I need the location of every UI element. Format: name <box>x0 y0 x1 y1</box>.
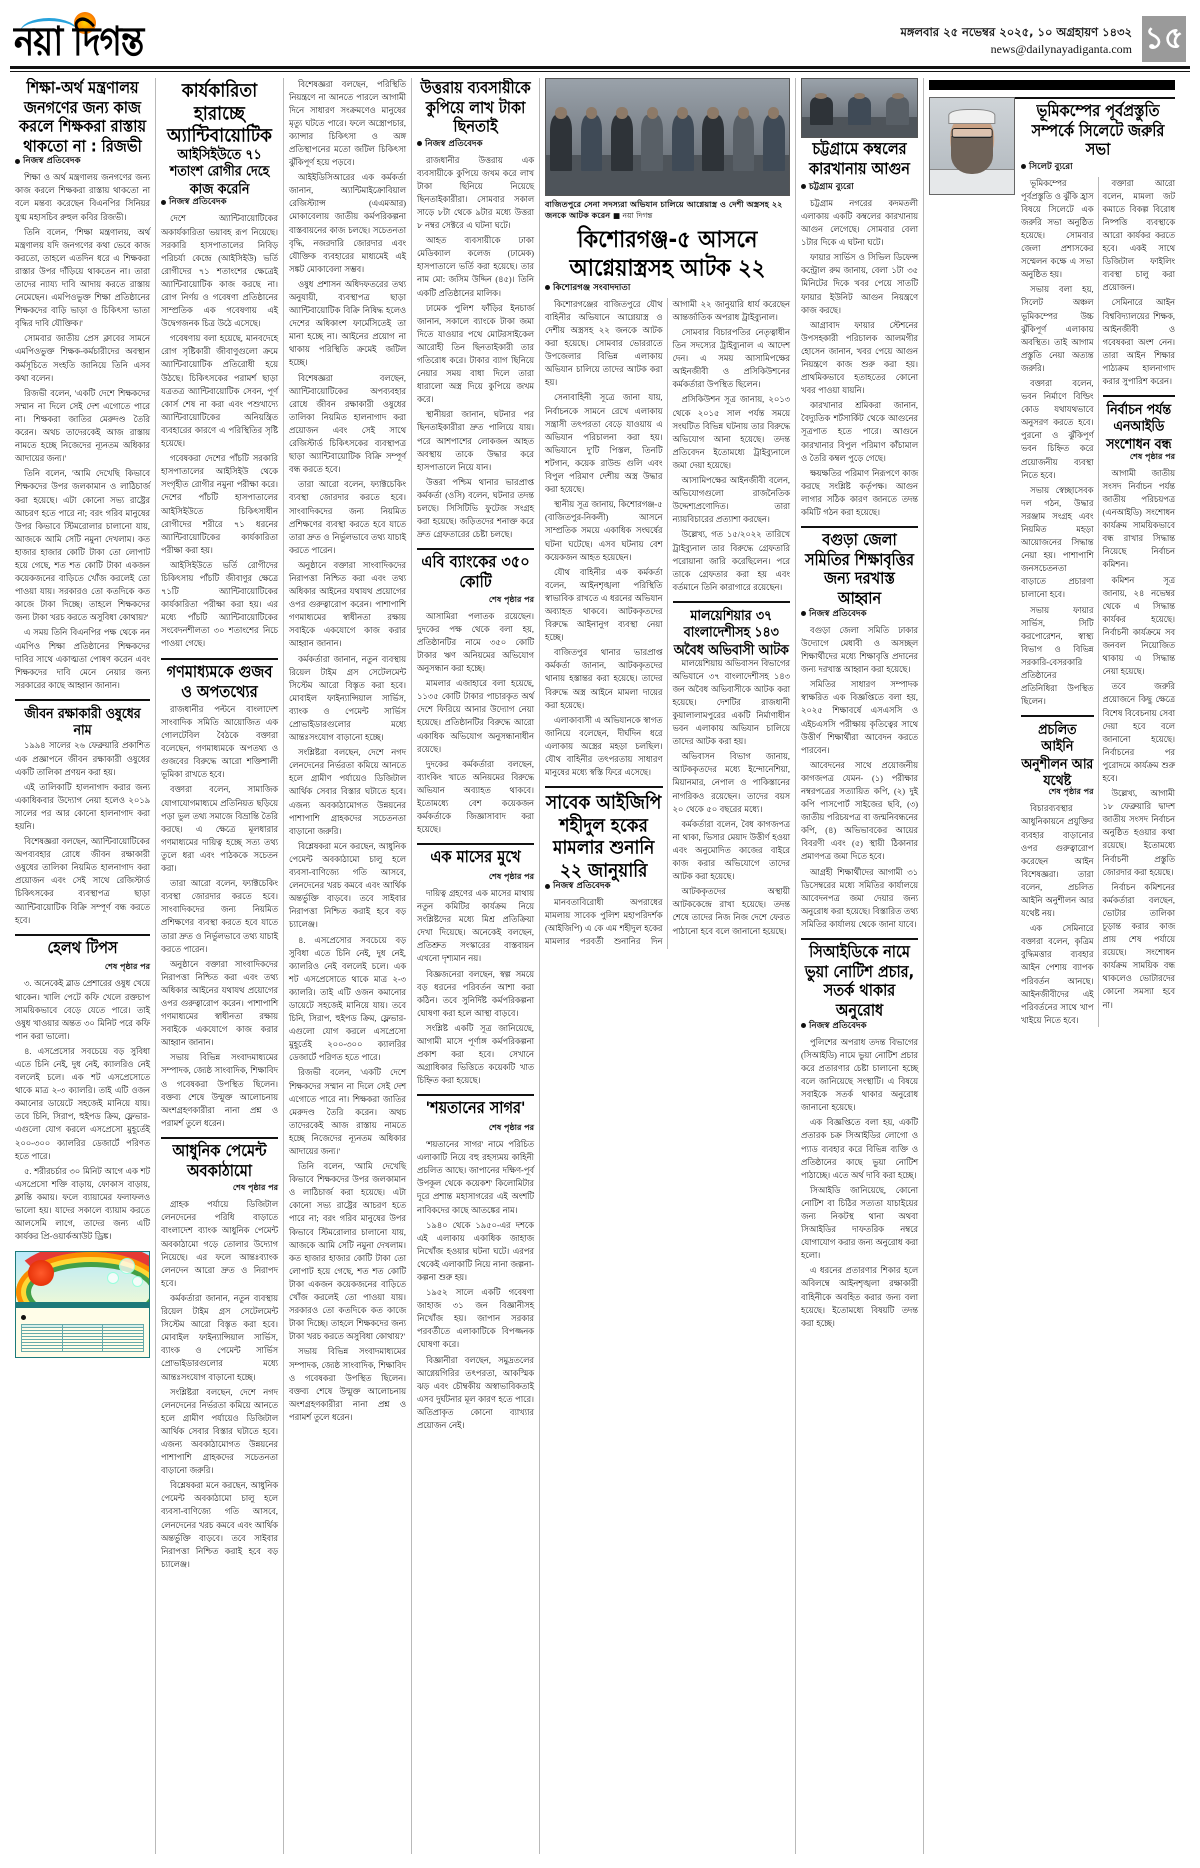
masthead-meta <box>900 24 1132 62</box>
paragraph: কমিশন সূত্র জানায়, ২৪ নভেম্বর থেকে এ সিদ্ধান্ত কার্যকর হয়েছে। নির্বাচনী কার্যক্রমে সব জনবল নিয়োজিত থাকায় এ সিদ্ধান্ত নেয়া হয়েছে। <box>1102 575 1175 677</box>
paragraph: আইসিইউতে ভর্তি রোগীদের চিকিৎসায় পাঁচটি জীবাণুর ক্ষেত্রে ৭১টি অ্যান্টিবায়োটিকের কার্যকারিতা পরীক্ষা করা হয়। এর মধ্যে পাঁচটি অ্যান্টিবায়োটিকের সংবেদনশীলতা ৩০ শতাংশের নিচে পাওয়া গেছে। <box>161 560 278 649</box>
news-photo-secondary <box>801 78 918 138</box>
paragraph: বিজ্ঞজনেরা বলছেন, স্বল্প সময়ে বড় ধরনের পরিবর্তন আশা করা কঠিন। তবে সুনির্দিষ্ট কর্মপরিকল্পনা ঘোষণা করা হলে আস্থা বাড়বে। <box>417 969 534 1018</box>
photo-person <box>702 115 724 171</box>
paragraph: সমিতির সাধারণ সম্পাদক স্বাক্ষরিত এক বিজ্ঞপ্তিতে বলা হয়, ২০২৫ শিক্ষাবর্ষে এসএসসি ও এইচএসসি পরীক্ষায় কৃতিত্বের সাথে উত্তীর্ণ শিক্ষার্থীরা আবেদন করতে পারবেন। <box>801 680 918 755</box>
paragraph: আসামিরা পলাতক রয়েছেন। দুদকের পক্ষ থেকে বলা হয়, প্রতিষ্ঠানটির নামে ৩৫০ কোটি টাকার ঋণ অনিয়মের অভিযোগ অনুসন্ধান করা হচ্ছে। <box>417 611 534 674</box>
paragraph: ১৯৯৪ সালের ২৬ ফেব্রুয়ারি প্রকাশিত এক প্রজ্ঞাপনে জীবন রক্ষাকারী ওষুধের একটি তালিকা প্রণয়ন করা হয়। <box>15 741 150 777</box>
paragraph: উল্লেখ্য, আগামী ১৮ ফেব্রুয়ারি দ্বাদশ জাতীয় সংসদ নির্বাচন অনুষ্ঠিত হওয়ার কথা রয়েছে। ইতোমধ্যে নির্বাচনী প্রস্তুতি জোরদার করা হয়েছে। <box>1102 789 1175 877</box>
paragraph: অনুষ্ঠানে বক্তারা সাংবাদিকদের নিরাপত্তা নিশ্চিত করা এবং তথ্য অধিকার আইনের যথাযথ প্রয়োগের ওপর গুরুত্বারোপ করেন। পাশাপাশি গণমাধ্যমের স্বাধীনতা রক্ষায় সবাইকে একযোগে কাজ করার আহ্বান জানান। <box>289 560 406 649</box>
table-row <box>22 1349 144 1352</box>
paragraph: তারা আরো বলেন, ফ্যাক্টচেকিং ব্যবস্থা জোরদার করতে হবে। সাংবাদিকদের জন্য নিয়মিত প্রশিক্ষণের ব্যবস্থা করতে হবে যাতে তারা দ্রুত ও নির্ভুলভাবে তথ্য যাচাই করতে পারেন। <box>289 480 406 555</box>
paragraph: বিচারব্যবস্থার আধুনিকায়নে প্রযুক্তির ব্যবহার বাড়ানোর ওপর গুরুত্বারোপ করেছেন আইন বিশেষজ্ঞরা। তারা বলেন, প্রচলিত আইনি অনুশীলন আর যথেষ্ট নয়। <box>1021 804 1094 919</box>
paragraph: কারখানার শ্রমিকরা জানান, বৈদ্যুতিক শর্টসার্কিট থেকে আগুনের সূত্রপাত হতে পারে। আগুনে কারখানার বিপুল পরিমাণ কাঁচামাল ও তৈরি কম্বল পুড়ে গেছে। <box>801 401 918 463</box>
article-headline-ab-bank[interactable]: এবি ব্যাংকের ৩৫০ কোটি <box>421 554 530 592</box>
paragraph: ৩. অনেকেই ব্লাড প্রেশারের ওষুধ খেয়ে থাকেন। খালি পেটে কফি খেলে রক্তচাপ সাময়িকভাবে বেড়ে যেতে পারে। তাই ওষুধ খাওয়ার অন্তত ৩০ মিনিট পরে কফি পান করা ভালো। <box>15 979 150 1041</box>
byline-a14 <box>801 180 918 194</box>
column-5 <box>540 78 796 1854</box>
byline-a11 <box>545 281 790 295</box>
weather-body <box>16 1308 149 1357</box>
paragraph: বাজিতপুর থানার ভারপ্রাপ্ত কর্মকর্তা জানান, আটককৃতদের থানায় হস্তান্তর করা হয়েছে। তাদের বিরুদ্ধে অস্ত্র আইনে মামলা দায়ের করা হয়েছে। <box>545 648 663 710</box>
paragraph: দুদকের কর্মকর্তারা বলছেন, ব্যাংকিং খাতে অনিয়মের বিরুদ্ধে অভিযান অব্যাহত থাকবে। ইতোমধ্যে বেশ কয়েকজন কর্মকর্তাকে জিজ্ঞাসাবাদ করা হয়েছে। <box>417 759 534 835</box>
paragraph: ১৯৫২ সালে একটি গবেষণা জাহাজ ৩১ জন বিজ্ঞানীসহ নিখোঁজ হয়। জাপান সরকার পরবর্তীতে এলাকাটিকে বিপজ্জনক ঘোষণা করে। <box>417 1288 534 1350</box>
paragraph: সংশ্লিষ্টরা বলছেন, দেশে নগদ লেনদেনের নির্ভরতা কমিয়ে আনতে হলে গ্রামীণ পর্যায়েও ডিজিটাল আর্থিক সেবার বিস্তার ঘটাতে হবে। এজন্য অবকাঠামোগত উন্নয়নের পাশাপাশি গ্রাহকদের সচেতনতা বাড়ানো জরুরি। <box>161 1387 278 1476</box>
photo-person <box>611 115 633 171</box>
paragraph: গবেষকরা দেশের পাঁচটি সরকারি হাসপাতালের আইসিইউ থেকে সংগৃহীত রোগীর নমুনা পরীক্ষা করে। দেশের পাঁচটি হাসপাতালের আইসিইউতে চিকিৎসাধীন রোগীদের শরীরে ৭১ ধরনের অ্যান্টিবায়োটিকের কার্যকারিতা পরীক্ষা করা হয়। <box>161 454 278 555</box>
byline-label: নিজস্ব প্রতিবেদক <box>169 197 227 208</box>
article-headline-legal-practice[interactable]: প্রচলিত আইনি অনুশীলন আর যথেষ্ট <box>1021 721 1094 789</box>
paragraph: স্থানীয়রা জানান, ঘটনার পর ছিনতাইকারীরা দ্রুত পালিয়ে যায়। পরে আশপাশের লোকজন আহত অবস্থায় তাকে উদ্ধার করে হাসপাতালে নিয়ে যান। <box>417 410 534 472</box>
article-headline-health-tips[interactable]: হেলথ টিপস <box>47 939 118 958</box>
byline-weather <box>21 1315 144 1320</box>
paragraph: ৪. এসপ্রেসোর সবচেয়ে বড় সুবিধা এতে চিনি নেই, দুধ নেই, ক্যালরিও নেই বললেই চলে। এক শট এসপ্রেসোতে থাকে মাত্র ২-৩ ক্যালরি। তাই এটি ওজন কমানোর ডায়েটে সহজেই মানিয়ে যায়। তবে চিনি, সিরাপ, হুইপড ক্রিম, ফ্লেভার- এগুলো যোগ করলে এসপ্রেসো মুহূর্তেই ২০০-৩০০ ক্যালরির ডেজার্টে পরিণত হতে পারে। <box>15 1046 150 1161</box>
paragraph: গবেষণায় বলা হয়েছে, মানবদেহে রোগ সৃষ্টিকারী জীবাণুগুলো ক্রমে অ্যান্টিবায়োটিক প্রতিরোধী হয়ে উঠছে। চিকিৎসকের পরামর্শ ছাড়া যত্রতত্র অ্যান্টিবায়োটিক সেবন, পূর্ণ কোর্স শেষ না করা এবং পশুখাদ্যে অ্যান্টিবায়োটিকের অনিয়ন্ত্রিত ব্যবহারের কারণে এ পরিস্থিতির সৃষ্টি হয়েছে। <box>161 334 278 449</box>
article-headline-cid-fake-notice[interactable]: সিআইডিকে নামে ভুয়া নোটিশ প্রচার, সতর্ক থাকার অনুরোধ <box>804 944 915 1020</box>
bullet-icon <box>161 200 166 205</box>
paragraph: সভায় বিভিন্ন সংবাদমাধ্যমের সম্পাদক, জ্যেষ্ঠ সাংবাদিক, শিক্ষাবিদ ও গবেষকরা উপস্থিত ছিলেন। বক্তব্য শেষে উন্মুক্ত আলোচনায় অংশগ্রহণকারীরা নানা প্রশ্ন ও পরামর্শ তুলে ধরেন। <box>161 1053 278 1128</box>
paragraph: সোমবার জাতীয় প্রেস ক্লাবের সামনে এমপিওভুক্ত শিক্ষক-কর্মচারীদের অবস্থান কর্মসূচিতে সংহতি জানিয়ে তিনি এসব কথা বলেন। <box>15 334 150 383</box>
paragraph: ফায়ার সার্ভিস ও সিভিল ডিফেন্স কন্ট্রোল রুম জানায়, বেলা ১টা ৩৫ মিনিটের দিকে খবর পেয়ে সাতটি ফায়ার ইউনিট আগুন নিয়ন্ত্রণে কাজ করছে। <box>801 253 918 315</box>
bullet-icon <box>545 285 550 290</box>
paragraph: সংশ্লিষ্টরা বলছেন, দেশে নগদ লেনদেনের নির্ভরতা কমিয়ে আনতে হলে গ্রামীণ পর্যায়েও ডিজিটাল আর্থিক সেবার বিস্তার ঘটাতে হবে। এজন্য অবকাঠামোগত উন্নয়নের পাশাপাশি গ্রাহকদের সচেতনতা বাড়ানো জরুরি। <box>289 748 406 836</box>
paragraph: উত্তরা পশ্চিম থানার ভারপ্রাপ্ত কর্মকর্তা (ওসি) বলেন, ঘটনার তদন্ত চলছে। সিসিটিভি ফুটেজ সংগ্রহ করা হয়েছে। জড়িতদের শনাক্ত করে দ্রুত গ্রেফতারের চেষ্টা চলছে। <box>417 477 534 540</box>
paragraph: ৫. শরীরচর্চার ৩০ মিনিট আগে এক শট এসপ্রেসো শক্তি বাড়ায়, ফোকাস বাড়ায়, ক্লান্তি কমায়। ফলে ব্যায়ামের ফলাফলও ভালো হয়। যাদের সকালে ব্যায়াম করতে আলসেমি লাগে, তাদের জন্য এটি কার্যকর প্রি-ওয়ার্কআউট ড্রিঙ্ক। <box>15 1166 150 1242</box>
photo-person <box>733 115 755 171</box>
article-body-a10 <box>417 1138 534 1432</box>
byline-label: সিলেট ব্যুরো <box>1029 161 1073 172</box>
paragraph: ৪. এসপ্রেসোর সবচেয়ে বড় সুবিধা এতে চিনি নেই, দুধ নেই, ক্যালরিও নেই বললেই চলে। এক শট এসপ্রেসোতে থাকে মাত্র ২-৩ ক্যালরি। তাই এটি ওজন কমানোর ডায়েটে সহজেই মানিয়ে যায়। তবে চিনি, সিরাপ, হুইপড ক্রিম, ফ্লেভার- এগুলো যোগ করলে এসপ্রেসো মুহূর্তেই ২০০-৩০০ ক্যালরির ডেজার্টে পরিণত হতে পারে। <box>289 935 406 1063</box>
byline-a7 <box>417 137 534 151</box>
paragraph: মানবতাবিরোধী অপরাধের মামলায় সাবেক পুলিশ মহাপরিদর্শক (আইজিপি) এ কে এম শহীদুল হকের মামলার পরবর্তী শুনানির দিন আগামী ২২ জানুয়ারি ধার্য করেছেন আন্তর্জাতিক অপরাধ ট্রাইব্যুনাল। <box>545 299 790 947</box>
continued-note: শেষ পৃষ্ঠার পর <box>488 1123 534 1133</box>
paragraph: উল্লেখ্য, গত ১৫/২০২২ তারিখে ট্রাইব্যুনাল তার বিরুদ্ধে গ্রেফতারি পরোয়ানা জারি করেছিলেন। পরে তাকে গ্রেফতার করা হয় এবং বর্তমানে তিনি কারাগারে রয়েছেন। <box>672 530 790 592</box>
divider <box>417 843 534 845</box>
article-body-a11 <box>545 298 663 779</box>
paragraph: ওষুধ প্রশাসন অধিদফতরের তথ্য অনুযায়ী, ব্যবস্থাপত্র ছাড়া অ্যান্টিবায়োটিক বিক্রি নিষিদ্ধ হলেও দেশের অধিকাংশ ফার্মেসিতেই তা মানা হচ্ছে না। আইনের প্রয়োগ না থাকায় পরিস্থিতি ক্রমেই জটিল হচ্ছে। <box>289 279 406 368</box>
paragraph: এলাকাবাসী এ অভিযানকে স্বাগত জানিয়ে বলেছেন, দীর্ঘদিন ধরে এলাকায় অস্ত্রের মহড়া চলছিল। যৌথ বাহিনীর তৎপরতায় সাধারণ মানুষের মধ্যে স্বস্তি ফিরে এসেছে। <box>545 715 663 778</box>
paragraph: ক্ষয়ক্ষতির পরিমাণ নিরূপণে কাজ করছে সংশ্লিষ্ট কর্তৃপক্ষ। আগুন লাগার সঠিক কারণ জানতে তদন্ত কমিটি গঠন করা হয়েছে। <box>801 468 918 518</box>
caption-source: ■ নয়া দিগন্ত <box>612 210 653 220</box>
byline-label: নিজস্ব প্রতিবেদক <box>809 1020 867 1031</box>
paragraph: কর্মকর্তারা জানান, নতুন ব্যবস্থায় রিয়েল টাইম গ্রস সেটেলমেন্ট সিস্টেম আরো বিস্তৃত করা হবে। মোবাইল ফাইন্যান্সিয়াল সার্ভিস, ব্যাংক ও পেমেন্ট সার্ভিস প্রোভাইডারগুলোর মধ্যে আন্তঃসংযোগ বাড়ানো হচ্ছে। <box>161 1293 278 1382</box>
paragraph: বিশ্লেষকরা মনে করছেন, আধুনিক পেমেন্ট অবকাঠামো চালু হলে ব্যবসা-বাণিজ্যে গতি আসবে, লেনদেনের খরচ কমবে এবং আর্থিক অন্তর্ভুক্তি বাড়বে। তবে সাইবার নিরাপত্তা নিশ্চিত করাই হবে বড় চ্যালেঞ্জ। <box>161 1481 278 1569</box>
content-grid <box>0 72 1200 1862</box>
divider <box>161 1137 278 1139</box>
article-headline-media-rumour[interactable]: গণমাধ্যমকে গুজব ও অপতথ্যের <box>166 663 273 701</box>
article-body-a19 <box>1103 467 1176 1012</box>
paragraph: ঢামেক পুলিশ ফাঁড়ির ইনচার্জ জানান, সকালে ব্যাংকে টাকা জমা দিতে যাওয়ার পথে মোটরসাইকেল আরোহী তিন ছিনতাইকারী তার গতিরোধ করে। টাকার ব্যাগ ছিনিয়ে নেয়ার সময় বাধা দিলে তারা ধারালো অস্ত্র দিয়ে কুপিয়ে জখম করে। <box>417 303 534 405</box>
paragraph: সোমবার বিচারপতির নেতৃত্বাধীন তিন সদস্যের ট্রাইব্যুনাল এ আদেশ দেন। এ সময় আসামিপক্ষের আইনজীবী ও প্রসিকিউশনের কর্মকর্তারা উপস্থিত ছিলেন। <box>672 328 790 390</box>
byline-a18 <box>1021 160 1175 174</box>
contact-email[interactable]: news@dailynayadiganta.com <box>990 41 1132 56</box>
article-body-a16 <box>801 1036 918 1330</box>
paragraph: আবেদনের সাথে প্রয়োজনীয় কাগজপত্র যেমন- (১) পরীক্ষার নম্বরপত্রের সত্যায়িত কপি, (২) দুই কপি পাসপোর্ট সাইজের ছবি, (৩) জাতীয় পরিচয়পত্র বা জন্মনিবন্ধনের কপি, (৪) অভিভাবকের আয়ের বিবরণী এবং (৫) স্থায়ী ঠিকানার প্রমাণপত্র জমা দিতে হবে। <box>801 760 918 862</box>
paragraph: এ ধরনের প্রতারণার শিকার হলে অবিলম্বে আইনশৃঙ্খলা রক্ষাকারী বাহিনীকে অবহিত করার জন্য বলা হয়েছে। ইতোমধ্যে বিষয়টি তদন্ত করা হচ্ছে। <box>801 1266 918 1328</box>
cell-max <box>62 1349 103 1352</box>
paragraph: সিআইডি জানিয়েছে, কোনো নোটিশ বা চিঠির সত্যতা যাচাইয়ের জন্য নিকটস্থ থানা অথবা সিআইডির দাফতরিক নম্বরে যোগাযোগ করার জন্য অনুরোধ করা হলো। <box>801 1185 918 1261</box>
photo-person <box>581 115 603 171</box>
byline-label: নিজস্ব প্রতিবেদক <box>809 608 867 619</box>
paragraph: পুলিশের অপরাধ তদন্ত বিভাগের (সিআইডি) নামে ভুয়া নোটিশ প্রচার করে প্রতারণার চেষ্টা চালানো হচ্ছে বলে জানিয়েছে সংস্থাটি। এ বিষয়ে সবাইকে সতর্ক থাকার অনুরোধ জানানো হয়েছে। <box>801 1037 918 1113</box>
newspaper-logo[interactable] <box>14 18 144 66</box>
byline-label: কিশোরগঞ্জ সংবাদদাতা <box>553 282 631 293</box>
paragraph: বক্তারা বলেন, সামাজিক যোগাযোগমাধ্যমে প্রতিনিয়ত ছড়িয়ে পড়া ভুল তথ্য সমাজে বিভ্রান্তি তৈরি করছে। এ ক্ষেত্রে মূলধারার গণমাধ্যমের দায়িত্ব হচ্ছে সত্য তথ্য তুলে ধরা এবং পাঠককে সচেতন করা। <box>161 785 278 874</box>
divider <box>161 658 278 660</box>
paragraph: বক্তারা বলেন, ভবন নির্মাণে বিল্ডিং কোড যথাযথভাবে অনুসরণ করতে হবে। পুরনো ও ঝুঁকিপূর্ণ ভবন চিহ্নিত করে প্রয়োজনীয় ব্যবস্থা নিতে হবে। <box>1021 378 1094 480</box>
column-3 <box>284 78 412 1854</box>
bullet-icon <box>801 184 806 189</box>
paragraph: আগামী জাতীয় সংসদ নির্বাচন পর্যন্ত জাতীয় পরিচয়পত্র (এনআইডি) সংশোধন কার্যক্রম সাময়িকভাবে বন্ধ রাখার সিদ্ধান্ত নিয়েছে নির্বাচন কমিশন। <box>1102 468 1175 570</box>
bullet-icon <box>15 159 20 164</box>
article-subheadline-antibiotic: আইসিইউতে ৭১ শতাংশ রোগীর দেহে কাজ করেনি <box>169 145 270 196</box>
paragraph: রিজভী বলেন, 'একটি দেশে শিক্ষকদের সম্মান না দিলে সেই দেশ এগোতে পারে না। শিক্ষকরা জাতির মেরুদণ্ড তৈরি করেন। অথচ তাদেরকেই আজ রাস্তায় নামতে হচ্ছে নিজেদের ন্যূনতম অধিকার আদায়ের জন্য।' <box>289 1068 406 1156</box>
article-body-a2 <box>15 739 150 926</box>
photo-figures <box>802 89 917 125</box>
paragraph: প্রসিকিউশন সূত্র জানায়, ২০১৩ থেকে ২০১৫ সাল পর্যন্ত সময়ে সংঘটিত বিভিন্ন ঘটনায় তার বিরুদ্ধে অভিযোগ আনা হয়েছে। তদন্ত প্রতিবেদন ইতোমধ্যে ট্রাইব্যুনালে জমা দেয়া হয়েছে। <box>672 395 790 470</box>
article-headline-uttara-robbery[interactable]: উত্তরায় ব্যবসায়ীকে কুপিয়ে লাখ টাকা ছিনতাই <box>420 79 531 137</box>
continued-note: শেষ পৃষ্ঠার পর <box>104 962 150 972</box>
divider <box>801 526 918 528</box>
continued-note: শেষ পৃষ্ঠার পর <box>488 871 534 881</box>
paragraph: 'শয়তানের সাগর' নামে পরিচিত এলাকাটি নিয়ে বহু রহস্যময় কাহিনী প্রচলিত আছে। জাপানের দক্ষিণ-পূর্ব উপকূল থেকে কয়েকশ' কিলোমিটার দূরে প্রশান্ত মহাসাগরের এই অংশটি নাবিকদের কাছে আতঙ্কের নাম। <box>417 1140 534 1215</box>
article-headline-malaysia[interactable]: মালয়েশিয়ার ৩৭ বাংলাদেশীসহ ১৪৩ অবৈধ অভিবাসী আটক <box>673 606 789 657</box>
article-headline-rizvi[interactable]: শিক্ষা-অর্থ মন্ত্রণালয় জনগণের জন্য কাজ করলে শিক্ষকরা রাস্তায় থাকতো না : রিজভী <box>18 79 146 156</box>
article-headline-payment-infra[interactable]: আধুনিক পেমেন্ট অবকাঠামো <box>172 1142 267 1180</box>
paragraph: সেনাবাহিনী সূত্রে জানা যায়, নির্বাচনকে সামনে রেখে এলাকায় সন্ত্রাসী তৎপরতা বেড়ে যাওয়ায় এ অভিযান পরিচালনা করা হয়। অভিযানে দু'টি পিস্তল, তিনটি শটগান, কয়েক রাউন্ড গুলি এবং বিপুল পরিমাণ দেশীয় অস্ত্র উদ্ধার করা হয়েছে। <box>545 393 663 495</box>
paragraph: আগ্রাবাদ ফায়ার স্টেশনের উপসহকারী পরিচালক আলমগীর হোসেন জানান, খবর পেয়ে আগুন নিয়ন্ত্রণে কাজ শুরু করা হয়। প্রাথমিকভাবে হতাহতের কোনো খবর পাওয়া যায়নি। <box>801 320 918 396</box>
article-headline-igp-case[interactable]: সাবেক আইজিপি শহীদুল হকের মামলার শুনানি ২২ জানুয়ারি <box>546 792 662 883</box>
paragraph: বিজ্ঞানীরা বলছেন, সমুদ্রতলের আগ্নেয়গিরির তৎপরতা, আকস্মিক ঝড় এবং চৌম্বকীয় অস্বাভাবিকতাই এসব দুর্ঘটনার মূল কারণ হতে পারে। অতিপ্রাকৃত কোনো ব্যাখ্যার প্রয়োজন নেই। <box>417 1355 534 1430</box>
bullet-icon <box>1021 164 1026 169</box>
paragraph: আসামিপক্ষের আইনজীবী বলেন, অভিযোগগুলো রাজনৈতিক উদ্দেশ্যপ্রণোদিত। তারা ন্যায়বিচারের প্রত্যাশা করছেন। <box>672 476 790 525</box>
two-column-flow <box>545 298 790 949</box>
paragraph: তিনি বলেন, 'আমি দেখেছি কিভাবে শিক্ষকদের উপর জলকামান ও লাঠিচার্জ করা হয়েছে। এটা কোনো সভ্য রাষ্ট্রের আচরণ হতে পারে না; বরং গরিব মানুষের উপর কিভাবে স্টিমরোলার চালানো যায়, আজকে আমি সেটি নমুনা দেখলাম। কত হাজার হাজার কোটি টাকা তো লোপাট হয়ে গেছে, শত শত কোটি টাকা একজন কয়েকজনের বাড়িতে খোঁজ করলেই তো পাওয়া যায়। সরকারও তো কতদিকে কত কাজে টাকা দিচ্ছে। তাহলে শিক্ষকদের জন্য টাকা খরচ করতে অসুবিধা কোথায়?' <box>15 469 150 623</box>
divider <box>673 601 791 603</box>
column-2 <box>156 78 284 1854</box>
divider <box>1021 715 1094 717</box>
continued-note: শেষ পৃষ্ঠার পর <box>1048 787 1094 797</box>
article-body-a13 <box>673 657 791 938</box>
paragraph: শিক্ষা ও অর্থ মন্ত্রণালয় জনগণের জন্য কাজ করলে শিক্ষকরা রাস্তায় থাকতো না বলে মন্তব্য করেছেন বিএনপির সিনিয়র যুগ্ম মহাসচিব রুহুল কবির রিজভী। <box>15 173 150 222</box>
byline-label: নিজস্ব প্রতিবেদক <box>425 138 483 149</box>
paragraph: রাজধানীর উত্তরায় এক ব্যবসায়ীকে কুপিয়ে জখম করে লাখ টাকা ছিনিয়ে নিয়েছে ছিনতাইকারীরা। সোমবার সকাল সাড়ে ৮টা থেকে ৯টার মধ্যে উত্তরা ৮ নম্বর সেক্টরে এ ঘটনা ঘটে। <box>417 155 534 231</box>
paragraph: বিশ্লেষকরা মনে করছেন, আধুনিক পেমেন্ট অবকাঠামো চালু হলে ব্যবসা-বাণিজ্যে গতি আসবে, লেনদেনের খরচ কমবে এবং আর্থিক অন্তর্ভুক্তি বাড়বে। তবে সাইবার নিরাপত্তা নিশ্চিত করাই হবে বড় চ্যালেঞ্জ। <box>289 841 406 930</box>
paragraph: সভায় ফায়ার সার্ভিস, সিটি করপোরেশন, স্বাস্থ্য বিভাগ ও বিভিন্ন সরকারি-বেসরকারি প্রতিষ্ঠানের প্রতিনিধিরা উপস্থিত ছিলেন। <box>1021 605 1094 707</box>
paragraph: তারা আরো বলেন, ফ্যাক্টচেকিং ব্যবস্থা জোরদার করতে হবে। সাংবাদিকদের জন্য নিয়মিত প্রশিক্ষণের ব্যবস্থা করতে হবে যাতে তারা দ্রুত ও নির্ভুলভাবে তথ্য যাচাই করতে পারেন। <box>161 879 278 954</box>
continued-note: শেষ পৃষ্ঠার পর <box>1129 451 1175 461</box>
paragraph: ১৯৪০ থেকে ১৯৫০-এর দশকে এই এলাকায় একাধিক জাহাজ নিখোঁজ হওয়ার ঘটনা ঘটে। এরপর থেকেই এলাকাটি নিয়ে নানা জল্পনা-কল্পনা শুরু হয়। <box>417 1220 534 1282</box>
paragraph: গ্রাহক পর্যায়ে ডিজিটাল লেনদেনের পরিধি বাড়াতে বাংলাদেশ ব্যাংক আধুনিক পেমেন্ট অবকাঠামো গড়ে তোলার উদ্যোগ নিয়েছে। এর ফলে আন্তঃব্যাংক লেনদেন আরো দ্রুত ও নিরাপদ হবে। <box>161 1200 278 1288</box>
article-body-a9 <box>417 887 534 1087</box>
weather-table <box>21 1324 144 1352</box>
paragraph: বক্তারা আরো বলেন, মামলা জট কমাতে বিকল্প বিরোধ নিষ্পত্তি ব্যবস্থাকে আরো কার্যকর করতে হবে। একই সাথে ডিজিটাল ফাইলিং ব্যবস্থা চালু করা প্রয়োজন। <box>1102 178 1175 293</box>
paragraph: সভায় বিভিন্ন সংবাদমাধ্যমের সম্পাদক, জ্যেষ্ঠ সাংবাদিক, শিক্ষাবিদ ও গবেষকরা উপস্থিত ছিলেন। বক্তব্য শেষে উন্মুক্ত আলোচনায় অংশগ্রহণকারীরা নানা প্রশ্ন ও পরামর্শ তুলে ধরেন। <box>289 1347 406 1422</box>
column-7 <box>796 78 924 1854</box>
article-body-a15 <box>801 624 918 931</box>
two-column-flow-right <box>1021 177 1175 1027</box>
paragraph: বিশেষজ্ঞরা বলছেন, পরিস্থিতি নিয়ন্ত্রণে না আনতে পারলে আগামী দিনে সাধারণ সংক্রমণেও মানুষের মৃত্যু ঘটতে পারে। ফলে অস্ত্রোপচার, ক্যান্সার চিকিৎসা ও অঙ্গ প্রতিস্থাপনের মতো জটিল চিকিৎসা ঝুঁকিপূর্ণ হয়ে পড়বে। <box>289 79 406 168</box>
paragraph: অনুষ্ঠানে বক্তারা সাংবাদিকদের নিরাপত্তা নিশ্চিত করা এবং তথ্য অধিকার আইনের যথাযথ প্রয়োগের ওপর গুরুত্বারোপ করেন। পাশাপাশি গণমাধ্যমের স্বাধীনতা রক্ষায় সবাইকে একযোগে কাজ করার আহ্বান জানান। <box>161 959 278 1048</box>
column-8 <box>924 78 1180 1854</box>
masthead-rule-thick <box>10 66 1190 69</box>
photo-person <box>672 115 694 171</box>
paragraph: সভায় বলা হয়, সিলেট অঞ্চল ভূমিকম্পের উচ্চ ঝুঁকিপূর্ণ এলাকায় অবস্থিত। তাই আগাম প্রস্তুতি নেয়া অত্যন্ত জরুরি। <box>1021 285 1094 373</box>
cell-min <box>103 1349 144 1352</box>
byline-label: নিজস্ব প্রতিবেদক <box>23 156 81 167</box>
column-4 <box>412 78 540 1854</box>
photo-figures <box>546 99 789 171</box>
article-body-a4-part2 <box>289 78 406 1424</box>
paragraph: কিশোরগঞ্জের বাজিতপুরে যৌথ বাহিনীর অভিযানে আগ্নেয়াস্ত্র ও দেশীয় অস্ত্রসহ ২২ জনকে আটক করা হয়েছে। সোমবার ভোররাতে উপজেলার বিভিন্ন এলাকায় অভিযান চালিয়ে তাদের আটক করা হয়। <box>545 299 663 388</box>
paragraph: ভূমিকম্পের পূর্বপ্রস্তুতি ও ঝুঁকি হ্রাস বিষয়ে সিলেটে এক জরুরি সভা অনুষ্ঠিত হয়েছে। সোমবার জেলা প্রশাসকের সম্মেলন কক্ষে এ সভা অনুষ্ঠিত হয়। <box>1021 178 1094 280</box>
article-body-a7 <box>417 154 534 542</box>
article-body-a5 <box>161 703 278 1130</box>
caption-text: বাজিতপুরে সেনা সদস্যরা অভিযান চালিয়ে আগ্নেয়াস্ত্র ও দেশী অস্ত্রসহ ২২ জনকে আটক করেন <box>545 198 783 220</box>
paragraph: আগ্রহী শিক্ষার্থীদের আগামী ৩১ ডিসেম্বরের মধ্যে সমিতির কার্যালয়ে আবেদনপত্র জমা দেয়ার জন্য অনুরোধ করা হয়েছে। বিস্তারিত তথ্য সমিতির কার্যালয় থেকে জানা যাবে। <box>801 867 918 929</box>
article-headline-nid-suspension[interactable]: নির্বাচন পর্যন্ত এনআইডি সংশোধন বন্ধ <box>1106 401 1172 452</box>
paragraph: যৌথ বাহিনীর এক কর্মকর্তা বলেন, আইনশৃঙ্খলা পরিস্থিতি স্বাভাবিক রাখতে এ ধরনের অভিযান অব্যাহত থাকবে। আটককৃতদের বিরুদ্ধে আইনানুগ ব্যবস্থা নেয়া হচ্ছে। <box>545 567 663 643</box>
paragraph: তিনি বলেন, 'আমি দেখেছি কিভাবে শিক্ষকদের উপর জলকামান ও লাঠিচার্জ করা হয়েছে। এটা কোনো সভ্য রাষ্ট্রের আচরণ হতে পারে না; বরং গরিব মানুষের উপর কিভাবে স্টিমরোলার চালানো যায়, আজকে আমি সেটি নমুনা দেখলাম। কত হাজার হাজার কোটি টাকা তো লোপাট হয়ে গেছে, শত শত কোটি টাকা একজন কয়েকজনের বাড়িতে খোঁজ করলেই তো পাওয়া যায়। সরকারও তো কতদিকে কত কাজে টাকা দিচ্ছে। তাহলে শিক্ষকদের জন্য টাকা খরচ করতে অসুবিধা কোথায়?' <box>289 1162 406 1342</box>
news-photo-bajitpur <box>545 78 790 196</box>
article-headline-life-saving-drugs[interactable]: জীবন রক্ষাকারী ওষুধের নাম <box>24 704 141 739</box>
page-number: ১৫ <box>1142 16 1186 62</box>
article-body-a14 <box>801 197 918 519</box>
article-body-a8 <box>417 610 534 837</box>
divider <box>1103 395 1176 397</box>
photo-person <box>886 97 909 125</box>
weather-artwork <box>16 1252 149 1302</box>
paragraph: চট্টগ্রাম নগরের কদমতলী এলাকায় একটি কম্বলের কারখানায় আগুন লেগেছে। সোমবার বেলা ১টার দিকে এ ঘটনা ঘটে। <box>801 198 918 248</box>
publication-date: মঙ্গলবার ২৫ নভেম্বর ২০২৫, ১০ অগ্রহায়ণ ১৪৩২ <box>900 24 1132 39</box>
bullet-icon <box>545 884 550 889</box>
paragraph: সভায় স্বেচ্ছাসেবক দল গঠন, উদ্ধার সরঞ্জাম সংগ্রহ এবং নিয়মিত মহড়া আয়োজনের সিদ্ধান্ত নেয়া হয়। পাশাপাশি জনসচেতনতা বাড়াতে প্রচারণা চালানো হবে। <box>1021 485 1094 600</box>
photo-caption <box>545 199 790 222</box>
divider <box>417 1094 534 1096</box>
paragraph: এই তালিকাটি হালনাগাদ করার জন্য একাধিকবার উদ্যোগ নেয়া হলেও ২০১৯ সালের পর আর কোনো হালনাগাদ করা হয়নি। <box>15 782 150 831</box>
paragraph: কর্মকর্তারা জানান, নতুন ব্যবস্থায় রিয়েল টাইম গ্রস সেটেলমেন্ট সিস্টেম আরো বিস্তৃত করা হবে। মোবাইল ফাইন্যান্সিয়াল সার্ভিস, ব্যাংক ও পেমেন্ট সার্ভিস প্রোভাইডারগুলোর মধ্যে আন্তঃসংযোগ বাড়ানো হচ্ছে। <box>289 654 406 743</box>
continued-note: শেষ পৃষ্ঠার পর <box>232 1183 278 1193</box>
masthead <box>0 0 1200 66</box>
article-body-a18 <box>1021 177 1094 709</box>
paragraph: তিনি বলেন, 'শিক্ষা মন্ত্রণালয়, অর্থ মন্ত্রণালয় যদি জনগণের কথা ভেবে কাজ করতো, তাহলে এতদিন ধরে এ শিক্ষকরা রাস্তার উপর দাঁড়িয়ে থাকতেন না। তারা তাদের ন্যায্য দাবি আদায় করতে রাস্তায় নেমেছেন। এমপিওভুক্ত শিক্ষা প্রতিষ্ঠানের শিক্ষকদের বাড়ি ভাড়া ও চিকিৎসা ভাতা বৃদ্ধির দাবি যৌক্তিক।' <box>15 227 150 329</box>
article-body-a1 <box>15 171 150 692</box>
article-headline-antibiotic[interactable]: কার্যকারিতা হারাচ্ছে অ্যান্টিবায়োটিক <box>166 79 272 148</box>
paragraph: দায়িত্ব গ্রহণের এক মাসের মাথায় নতুন কমিটির কার্যক্রম নিয়ে সংশ্লিষ্টদের মধ্যে মিশ্র প্রতিক্রিয়া দেখা দিয়েছে। অনেকেই বলছেন, প্রতিশ্রুত সংস্কারের বাস্তবায়ন এখনো দৃশ্যমান নয়। <box>417 888 534 964</box>
byline-label: নিজস্ব প্রতিবেদক <box>553 881 611 892</box>
bullet-icon <box>417 141 422 146</box>
article-headline-ctg-fire[interactable]: চট্টগ্রামে কম্বলের কারখানায় আগুন <box>809 140 910 178</box>
paragraph: নির্বাচন কমিশনের কর্মকর্তারা বলছেন, ভোটার তালিকা চূড়ান্ত করার কাজ প্রায় শেষ পর্যায়ে রয়েছে। সংশোধন কার্যক্রম সাময়িক বন্ধ থাকলেও ভোটারদের কোনো সমস্যা হবে না। <box>1102 882 1175 1010</box>
obituary-banner <box>929 80 1175 90</box>
article-headline-sylhet-earthquake[interactable]: ভূমিকম্পের পূর্বপ্রস্তুতি সম্পর্কে সিলেটে জরুরি সভা <box>1031 102 1165 160</box>
byline-label: চট্টগ্রাম ব্যুরো <box>809 181 854 192</box>
paragraph: সংশ্লিষ্ট একটি সূত্র জানিয়েছে, আগামী মাসে পূর্ণাঙ্গ কর্মপরিকল্পনা প্রকাশ করা হবে। সেখানে অগ্রাধিকার ভিত্তিতে কয়েকটি খাত চিহ্নিত করা হয়েছে। <box>417 1023 534 1086</box>
divider <box>15 934 150 936</box>
paragraph: কর্মকর্তারা বলেন, বৈধ কাগজপত্র না থাকা, ভিসার মেয়াদ উত্তীর্ণ হওয়া এবং অনুমোদিত কাজের বাইরে কাজ করার অভিযোগে তাদের আটক করা হয়েছে। <box>672 819 790 882</box>
divider <box>417 548 534 550</box>
article-headline-kishoreganj[interactable]: কিশোরগঞ্জ-৫ আসনে আগ্নেয়াস্ত্রসহ আটক ২২ <box>569 225 766 281</box>
article-body-a4-part1 <box>161 212 278 650</box>
divider <box>545 786 663 788</box>
photo-person <box>550 115 572 171</box>
photo-person <box>641 115 663 171</box>
paragraph: সেমিনারে আইন বিশ্ববিদ্যালয়ের শিক্ষক, আইনজীবী ও গবেষকরা অংশ নেন। তারা আইন শিক্ষার পাঠ্যক্রম হালনাগাদ করার সুপারিশ করেন। <box>1102 298 1175 386</box>
paragraph: আইইডিসিআরের এক কর্মকর্তা জানান, অ্যান্টিমাইক্রোবিয়াল রেজিস্ট্যান্স (এএমআর) মোকাবেলায় জাতীয় কর্মপরিকল্পনা বাস্তবায়নের কাজ চলছে। সচেতনতা বৃদ্ধি, নজরদারি জোরদার এবং যৌক্তিক ব্যবহারের মাধ্যমেই এই সঙ্কট মোকাবেলা সম্ভব। <box>289 173 406 274</box>
bullet-icon <box>21 1315 26 1320</box>
paragraph: মামলার এজাহারে বলা হয়েছে, ১১৩৫ কোটি টাকার পাচারকৃত অর্থ দেশে ফিরিয়ে আনার উদ্যোগ নেয়া হয়েছে। প্রতিষ্ঠানটির বিরুদ্ধে আরো একাধিক অভিযোগ অনুসন্ধানাধীন রয়েছে। <box>417 679 534 754</box>
photo-person <box>848 97 871 125</box>
article-headline-bogura-scholarship[interactable]: বগুড়া জেলা সমিতির শিক্ষাবৃত্তির জন্য দরখাস্ত আহ্বান <box>804 532 915 609</box>
paragraph: এক সেমিনারে বক্তারা বলেন, কৃত্রিম বুদ্ধিমত্তার ব্যবহার আইন পেশায় ব্যাপক পরিবর্তন আনছে। আইনজীবীদের এই পরিবর্তনের সাথে খাপ খাইয়ে নিতে হবে। <box>1021 924 1094 1025</box>
continued-note: শেষ পৃষ্ঠার পর <box>488 594 534 604</box>
paragraph: বগুড়া জেলা সমিতি ঢাকার উদ্যোগে মেধাবী ও অসচ্ছল শিক্ষার্থীদের মধ্যে শিক্ষাবৃত্তি প্রদানের জন্য দরখাস্ত আহ্বান করা হয়েছে। <box>801 625 918 675</box>
cell-city <box>22 1349 63 1352</box>
paragraph: এক বিজ্ঞপ্তিতে বলা হয়, একটি প্রতারক চক্র সিআইডির লোগো ও প্যাড ব্যবহার করে বিভিন্ন ব্যক্তি ও প্রতিষ্ঠানের কাছে ভুয়া নোটিশ পাঠাচ্ছে। এতে অর্থ দাবি করা হচ্ছে। <box>801 1118 918 1180</box>
paragraph: অভিবাসন বিভাগ জানায়, আটককৃতদের মধ্যে ইন্দোনেশিয়া, মিয়ানমার, নেপাল ও পাকিস্তানের নাগরিকও রয়েছেন। তাদের বয়স ২০ থেকে ৫০ বছরের মধ্যে। <box>672 752 790 814</box>
paragraph: বিশেষজ্ঞরা বলছেন, অ্যান্টিবায়োটিকের অপব্যবহার রোধে জীবন রক্ষাকারী ওষুধের তালিকা নিয়মিত হালনাগাদ করা প্রয়োজন এবং সেই সাথে রেজিস্টার্ড চিকিৎসকের ব্যবস্থাপত্র ছাড়া অ্যান্টিবায়োটিক বিক্রি সম্পূর্ণ বন্ধ করতে হবে। <box>15 837 150 925</box>
divider <box>15 699 150 701</box>
article-body-a6 <box>161 1198 278 1571</box>
paragraph: এ সময় তিনি বিএনপির পক্ষ থেকে নন এমপিও শিক্ষা প্রতিষ্ঠানের শিক্ষকদের দাবির সাথে একাত্মতা পোষণ করেন এবং শিক্ষকদের দাবি মেনে নেয়ার জন্য সরকারের কাছে আহ্বান জানান। <box>15 628 150 690</box>
bullet-icon <box>801 611 806 616</box>
paragraph: আটককৃতদের অস্থায়ী আটককেন্দ্রে রাখা হয়েছে। তদন্ত শেষে তাদের নিজ নিজ দেশে ফেরত পাঠানো হবে বলে জানানো হয়েছে। <box>672 887 790 936</box>
paragraph: মালয়েশিয়ায় অভিবাসন বিভাগের অভিযানে ৩৭ বাংলাদেশীসহ ১৪৩ জন অবৈধ অভিবাসীকে আটক করা হয়েছে। দেশটির রাজধানী কুয়ালালামপুরের একটি নির্মাণাধীন ভবন এলাকায় অভিযান চালিয়ে তাদের আটক করা হয়। <box>672 658 790 747</box>
divider <box>801 938 918 940</box>
paragraph: দেশে অ্যান্টিবায়োটিকের অকার্যকারিতা ভয়াবহ রূপ নিয়েছে। সরকারি হাসপাতালের নিবিড় পরিচর্যা কেন্দ্রে (আইসিইউ) ভর্তি রোগীদের ৭১ শতাংশের ক্ষেত্রেই অ্যান্টিবায়োটিক কাজ করছে না। রোগ নির্ণয় ও গবেষণা প্রতিষ্ঠানের সাম্প্রতিক এক গবেষণায় এই উদ্বেগজনক চিত্র উঠে এসেছে। <box>161 214 278 329</box>
bullet-icon <box>801 1023 806 1028</box>
article-body-a3 <box>15 977 150 1243</box>
paragraph: স্থানীয় সূত্র জানায়, কিশোরগঞ্জ-৫ (বাজিতপুর-নিকলী) আসনে সাম্প্রতিক সময়ে একাধিক সংঘর্ষের ঘটনা ঘটেছে। এসব ঘটনায় বেশ কয়েকজন আহত হয়েছেন। <box>545 500 663 562</box>
paragraph: আহত ব্যবসায়ীকে ঢাকা মেডিক্যাল কলেজ (ঢামেক) হাসপাতালে ভর্তি করা হয়েছে। তার নাম মো: জসিম উদ্দিন (৪৫)। তিনি একটি প্রতিষ্ঠানের মালিক। <box>417 236 534 298</box>
column-1 <box>10 78 156 1854</box>
masthead-right <box>900 16 1186 62</box>
paragraph: তবে জরুরি প্রয়োজনে কিছু ক্ষেত্রে বিশেষ বিবেচনায় সেবা দেয়া হবে বলে জানানো হয়েছে। নির্বাচনের পর পুরোদমে কার্যক্রম শুরু হবে। <box>1102 682 1175 783</box>
byline-a4 <box>161 195 278 209</box>
paragraph: বিশেষজ্ঞরা বলছেন, অ্যান্টিবায়োটিকের অপব্যবহার রোধে জীবন রক্ষাকারী ওষুধের তালিকা নিয়মিত হালনাগাদ করা প্রয়োজন এবং সেই সাথে রেজিস্টার্ড চিকিৎসকের ব্যবস্থাপত্র ছাড়া অ্যান্টিবায়োটিক বিক্রি সম্পূর্ণ বন্ধ করতে হবে। <box>289 373 406 475</box>
photo-person <box>810 97 833 125</box>
article-headline-devil-sea[interactable]: 'শয়তানের সাগর' <box>425 1100 526 1118</box>
photo-person <box>763 115 785 171</box>
weather-box <box>15 1251 150 1358</box>
paragraph: রাজধানীর পল্টনে বাংলাদেশ সাংবাদিক সমিতি আয়োজিত এক গোলটেবিল বৈঠকে বক্তারা বলেছেন, গণমাধ্যমকে অপতথ্য ও গুজবের বিরুদ্ধে আরো শক্তিশালী ভূমিকা রাখতে হবে। <box>161 704 278 780</box>
article-headline-one-month[interactable]: এক মাসের মুখে <box>430 849 521 867</box>
logo-text: নয়া দিগন্ত <box>14 18 144 66</box>
paragraph: রিজভী বলেন, 'একটি দেশে শিক্ষকদের সম্মান না দিলে সেই দেশ এগোতে পারে না। শিক্ষকরা জাতির মেরুদণ্ড তৈরি করেন। অথচ তাদেরকেই আজ রাস্তায় নামতে হচ্ছে নিজেদের ন্যূনতম অধিকার আদায়ের জন্য।' <box>15 388 150 464</box>
